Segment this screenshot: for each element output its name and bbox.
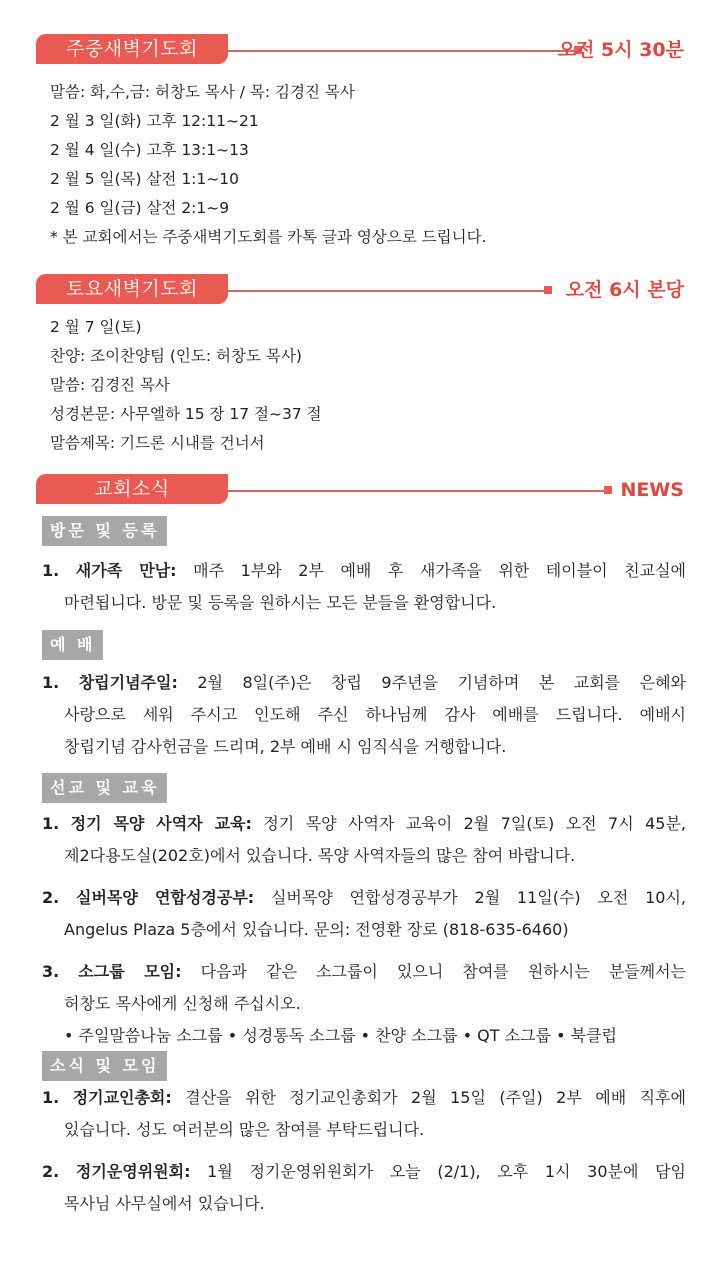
item-number: 1. [42,814,60,833]
worship-line: 찬양: 조이찬양팀 (인도: 허창도 목사) [50,347,302,365]
category-tag-worship: 예 배 [42,630,103,660]
news-item: 1. 정기교인총회: 결산을 위한 정기교인총회가 2월 15일 (주일) 2부 예배 직후에 있습니다. 성도 여러분의 많은 참여를 부탁드립니다. [42,1088,686,1139]
section-title-pill: 토요새벽기도회 [36,274,228,304]
news-item: 1. 새가족 만남: 매주 1부와 2부 예배 후 새가족을 위한 테이블이 친교실에 마련됩니다. 방문 및 등록을 원하시는 모든 분들을 환영합니다. [42,561,687,612]
item-heading: 정기 목양 사역자 교육: [70,814,252,833]
schedule-line: 2 월 5 일(목) 살전 1:1~10 [50,170,239,188]
news-item: 3. 소그룹 모임: 다음과 같은 소그룹이 있으니 참여를 원하시는 분들께서는 허창도 목사에게 신청해 주십시오. • 주일말씀나눔 소그룹 • 성경통독 소그룹 • 찬양 소그룹 • QT 소그룹 • 북클럽 [42,956,686,1052]
speaker-line: 말씀: 화,수,금: 허창도 목사 / 목: 김경진 목사 [50,83,355,101]
item-heading: 실버목양 연합성경공부: [75,888,255,907]
item-heading: 새가족 만남: [75,561,177,580]
item-number: 1. [42,561,60,580]
item-heading: 정기교인총회: [72,1088,172,1107]
item-number: 1. [42,1088,60,1107]
category-tag-news: 소식 및 모임 [42,1051,167,1081]
section-time: 오전 5시 30분 [557,39,684,61]
section-title-pill: 주중새벽기도회 [36,34,228,64]
news-item: 2. 정기운영위원회: 1월 정기운영위원회가 오늘 (2/1), 오후 1시 30분에 담임 목사님 사무실에서 있습니다. [42,1162,687,1213]
dawn-prayer-header [36,34,684,66]
divider-line [228,490,606,492]
small-group-list: • 주일말씀나눔 소그룹 • 성경통독 소그룹 • 찬양 소그룹 • QT 소그룹 • 북클럽 [64,1026,617,1045]
item-heading: 정기운영위원회: [75,1162,191,1181]
news-label: NEWS [620,479,684,501]
item-heading: 창립기념주일: [78,673,178,692]
sermon-title-line: 말씀제목: 기드론 시내를 건너서 [50,434,265,452]
item-number: 2. [42,1162,60,1181]
item-heading: 소그룹 모임: [78,962,182,981]
item-number: 1. [42,673,60,692]
news-item: 1. 창립기념주일: 2월 8일(주)은 창립 9주년을 기념하며 본 교회를 은혜와 사랑으로 세워 주시고 인도해 주신 하나님께 감사 예배를 드립니다. 예배시 창립기념 감사헌금을 드리며, 2부 예배 시 임직식을 거행합니다. [42,673,686,756]
divider-line [228,290,546,292]
news-header [36,474,684,506]
schedule-line: 2 월 4 일(수) 고후 13:1~13 [50,141,249,159]
scripture-line: 성경본문: 사무엘하 15 장 17 절~37 절 [50,405,322,423]
category-tag-mission: 선교 및 교육 [42,773,167,803]
speaker-line: 말씀: 김경진 목사 [50,376,170,394]
item-number: 2. [42,888,60,907]
schedule-line: 2 월 3 일(화) 고후 12:11~21 [50,112,259,130]
section-title-pill: 교회소식 [36,474,228,504]
note-line: * 본 교회에서는 주중새벽기도회를 카톡 글과 영상으로 드립니다. [50,228,487,246]
square-bullet-icon [604,486,612,494]
schedule-line: 2 월 6 일(금) 살전 2:1~9 [50,199,230,217]
section-time: 오전 6시 본당 [565,279,684,301]
news-item: 2. 실버목양 연합성경공부: 실버목양 연합성경공부가 2월 11일(수) 오전 10시, Angelus Plaza 5층에서 있습니다. 문의: 전영환 장로 (818-635-6460) [42,888,686,939]
date-line: 2 월 7 일(토) [50,318,142,336]
square-bullet-icon [544,286,552,294]
category-tag-visit: 방문 및 등록 [42,516,167,546]
news-item: 1. 정기 목양 사역자 교육: 정기 목양 사역자 교육이 2월 7일(토) 오전 7시 45분, 제2다용도실(202호)에서 있습니다. 목양 사역자들의 많은 참여 바랍니다. [42,814,686,865]
item-number: 3. [42,962,60,981]
saturday-prayer-header [36,274,684,306]
divider-line [228,50,576,52]
